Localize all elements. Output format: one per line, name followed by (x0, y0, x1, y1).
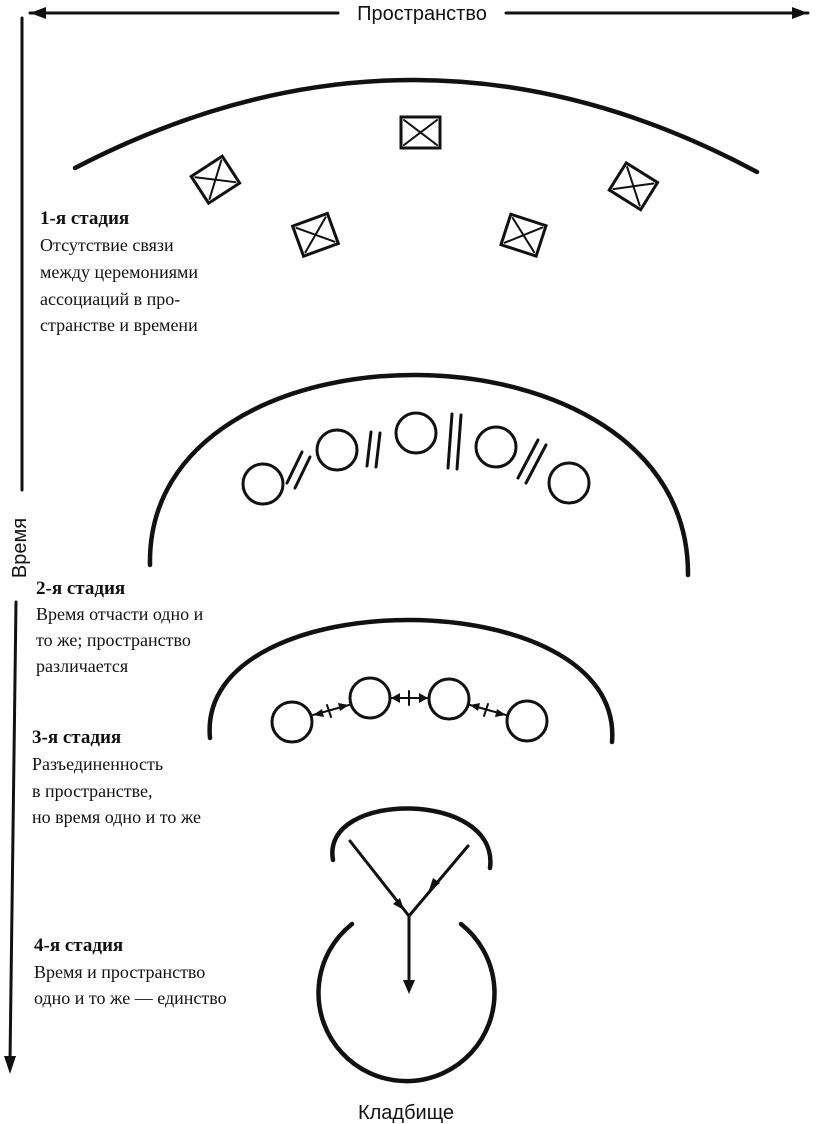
stage3-circle (507, 701, 547, 741)
stage4-title: 4-я стадия (34, 935, 124, 956)
stage2-circle (317, 430, 357, 470)
stage3-circle (429, 679, 469, 719)
stage3-desc-line: Разъединенность (32, 754, 164, 774)
stage1-title: 1-я стадия (40, 208, 130, 229)
stage4-desc-line: одно и то же — единство (34, 988, 227, 1008)
stage1-desc-line: Отсутствие связи (40, 235, 174, 255)
stage1-crossed-box (609, 163, 657, 210)
stage2-circle (243, 464, 283, 504)
stage3-desc-line: но время одно и то же (32, 807, 202, 827)
stage2-desc-line: Время отчасти одно и (36, 604, 204, 624)
stage4-converging-arrows (350, 841, 468, 994)
stage3-desc-line: в пространстве, (32, 781, 153, 801)
stage4-cemetery-circle (318, 924, 494, 1081)
stage3-double-arrow (391, 691, 428, 705)
stage3-circle (272, 702, 312, 742)
stage1-crossed-box (401, 117, 440, 148)
stage1-crossed-box (501, 214, 546, 256)
stage3-arc (210, 620, 613, 742)
stage3-double-arrow (313, 703, 349, 717)
stage4-desc-line: Время и пространство (34, 962, 206, 982)
stage1-desc-line: между церемониями (40, 262, 199, 282)
time-axis-label: Время (9, 517, 31, 579)
stage4-top-arc (332, 808, 490, 868)
stage2-circle (476, 427, 516, 467)
stage1-desc-line: странстве и времени (40, 315, 198, 335)
stage3-double-arrow (470, 703, 506, 717)
stage2-arc (150, 375, 688, 575)
stage2-desc-line: различается (36, 656, 129, 676)
stage2-double-bar (518, 440, 546, 483)
stage2-double-bar (367, 432, 380, 467)
stage2-circle (549, 463, 589, 503)
stage1-crossed-box (293, 213, 339, 256)
stage2-double-bar (287, 452, 310, 488)
stage2-desc-line: то же; пространство (36, 630, 191, 650)
stage1-crossed-box (191, 156, 239, 203)
stage2-title: 2-я стадия (36, 578, 126, 599)
cemetery-label: Кладбище (357, 1102, 455, 1124)
space-axis-label: Пространство (357, 3, 487, 25)
stage3-circle (350, 678, 390, 718)
stage2-circle (396, 413, 436, 453)
stage1-desc-line: ассоциаций в про- (40, 289, 181, 309)
stage3-title: 3-я стадия (32, 727, 122, 748)
stage1-arc (75, 80, 757, 172)
stage2-double-bar (448, 414, 461, 469)
